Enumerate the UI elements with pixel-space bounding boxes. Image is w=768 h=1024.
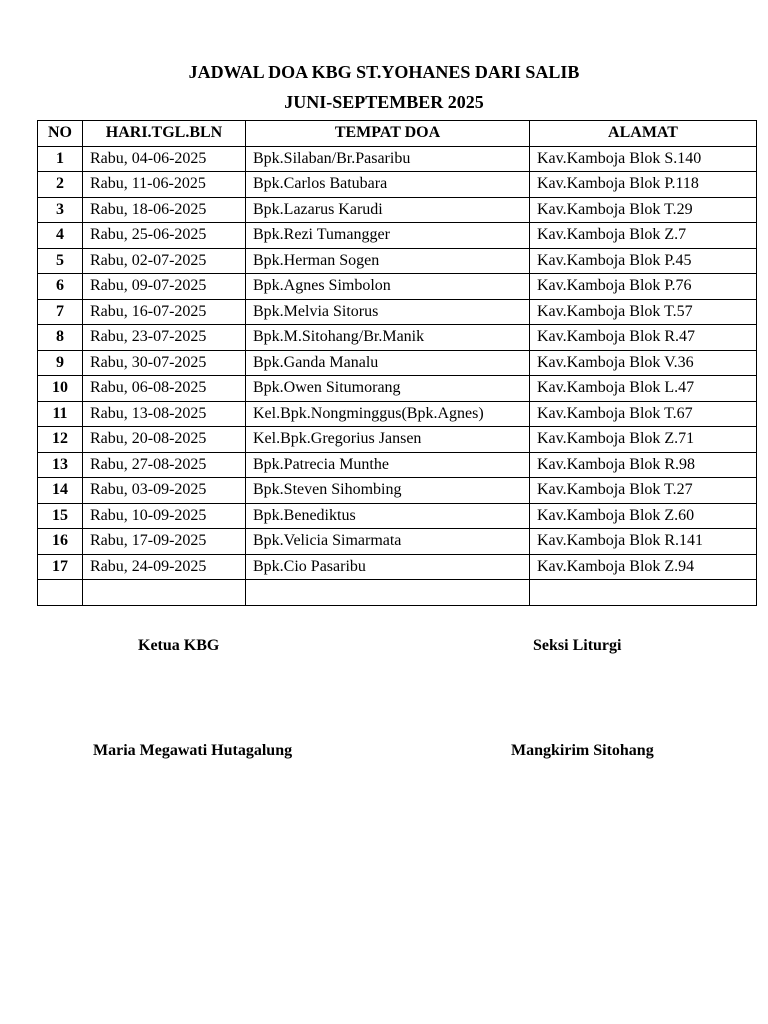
cell-no: 7 [38, 299, 83, 325]
cell-date: Rabu, 27-08-2025 [83, 452, 246, 478]
cell-address: Kav.Kamboja Blok P.76 [530, 274, 757, 300]
cell-address: Kav.Kamboja Blok T.67 [530, 401, 757, 427]
cell-no: 6 [38, 274, 83, 300]
cell-place: Bpk.M.Sitohang/Br.Manik [246, 325, 530, 351]
cell-no: 1 [38, 146, 83, 172]
cell-date: Rabu, 03-09-2025 [83, 478, 246, 504]
table-row [38, 274, 757, 300]
signature-name-right: Mangkirim Sitohang [511, 742, 654, 759]
cell-date: Rabu, 25-06-2025 [83, 223, 246, 249]
table-row [38, 146, 757, 172]
table-row [38, 503, 757, 529]
table-row [38, 401, 757, 427]
signature-role-right: Seksi Liturgi [533, 637, 622, 654]
cell-no: 3 [38, 197, 83, 223]
cell-address: Kav.Kamboja Blok R.141 [530, 529, 757, 555]
table-row [38, 223, 757, 249]
column-header-no: NO [38, 121, 83, 147]
cell-place: Bpk.Silaban/Br.Pasaribu [246, 146, 530, 172]
cell-no: 4 [38, 223, 83, 249]
table-row [38, 172, 757, 198]
cell-place: Bpk.Rezi Tumangger [246, 223, 530, 249]
cell-no: 13 [38, 452, 83, 478]
cell-address: Kav.Kamboja Blok Z.71 [530, 427, 757, 453]
cell-date: Rabu, 20-08-2025 [83, 427, 246, 453]
cell-place: Bpk.Herman Sogen [246, 248, 530, 274]
cell-date: Rabu, 17-09-2025 [83, 529, 246, 555]
cell-address: Kav.Kamboja Blok P.45 [530, 248, 757, 274]
cell-no: 11 [38, 401, 83, 427]
table-row [38, 325, 757, 351]
cell-date [83, 580, 246, 606]
table-row [38, 529, 757, 555]
cell-no: 15 [38, 503, 83, 529]
cell-date: Rabu, 09-07-2025 [83, 274, 246, 300]
cell-address [530, 580, 757, 606]
cell-no: 2 [38, 172, 83, 198]
column-header-date: HARI.TGL.BLN [83, 121, 246, 147]
cell-address: Kav.Kamboja Blok P.118 [530, 172, 757, 198]
cell-address: Kav.Kamboja Blok Z.94 [530, 554, 757, 580]
cell-date: Rabu, 30-07-2025 [83, 350, 246, 376]
table-row [38, 376, 757, 402]
table-row [38, 580, 757, 606]
cell-address: Kav.Kamboja Blok R.47 [530, 325, 757, 351]
cell-date: Rabu, 06-08-2025 [83, 376, 246, 402]
table-row [38, 197, 757, 223]
cell-no: 14 [38, 478, 83, 504]
cell-date: Rabu, 16-07-2025 [83, 299, 246, 325]
cell-date: Rabu, 18-06-2025 [83, 197, 246, 223]
cell-date: Rabu, 13-08-2025 [83, 401, 246, 427]
cell-place [246, 580, 530, 606]
cell-place: Bpk.Agnes Simbolon [246, 274, 530, 300]
cell-date: Rabu, 24-09-2025 [83, 554, 246, 580]
column-header-place: TEMPAT DOA [246, 121, 530, 147]
cell-address: Kav.Kamboja Blok R.98 [530, 452, 757, 478]
cell-date: Rabu, 11-06-2025 [83, 172, 246, 198]
table-row [38, 452, 757, 478]
cell-address: Kav.Kamboja Blok Z.60 [530, 503, 757, 529]
cell-address: Kav.Kamboja Blok S.140 [530, 146, 757, 172]
table-row [38, 299, 757, 325]
cell-no: 16 [38, 529, 83, 555]
table-row [38, 350, 757, 376]
table-row [38, 478, 757, 504]
column-header-address: ALAMAT [530, 121, 757, 147]
cell-place: Bpk.Cio Pasaribu [246, 554, 530, 580]
cell-place: Kel.Bpk.Nongminggus(Bpk.Agnes) [246, 401, 530, 427]
signature-name-left: Maria Megawati Hutagalung [93, 742, 293, 759]
signature-role-left: Ketua KBG [138, 637, 220, 654]
table-header-row [38, 121, 757, 147]
cell-place: Bpk.Lazarus Karudi [246, 197, 530, 223]
table-row [38, 427, 757, 453]
prayer-schedule-table [37, 120, 757, 606]
cell-place: Bpk.Steven Sihombing [246, 478, 530, 504]
table-row [38, 248, 757, 274]
cell-no: 12 [38, 427, 83, 453]
cell-place: Bpk.Carlos Batubara [246, 172, 530, 198]
table-row [38, 554, 757, 580]
cell-no: 5 [38, 248, 83, 274]
cell-place: Bpk.Benediktus [246, 503, 530, 529]
cell-no: 10 [38, 376, 83, 402]
cell-date: Rabu, 04-06-2025 [83, 146, 246, 172]
cell-place: Bpk.Velicia Simarmata [246, 529, 530, 555]
cell-address: Kav.Kamboja Blok T.27 [530, 478, 757, 504]
cell-address: Kav.Kamboja Blok Z.7 [530, 223, 757, 249]
cell-address: Kav.Kamboja Blok L.47 [530, 376, 757, 402]
cell-address: Kav.Kamboja Blok T.57 [530, 299, 757, 325]
cell-date: Rabu, 10-09-2025 [83, 503, 246, 529]
cell-no [38, 580, 83, 606]
document-subtitle: JUNI-SEPTEMBER 2025 [284, 92, 484, 112]
table-body [38, 146, 757, 605]
cell-no: 9 [38, 350, 83, 376]
cell-no: 17 [38, 554, 83, 580]
cell-date: Rabu, 02-07-2025 [83, 248, 246, 274]
cell-no: 8 [38, 325, 83, 351]
cell-place: Bpk.Melvia Sitorus [246, 299, 530, 325]
cell-place: Bpk.Owen Situmorang [246, 376, 530, 402]
cell-address: Kav.Kamboja Blok V.36 [530, 350, 757, 376]
cell-date: Rabu, 23-07-2025 [83, 325, 246, 351]
cell-place: Bpk.Patrecia Munthe [246, 452, 530, 478]
cell-place: Bpk.Ganda Manalu [246, 350, 530, 376]
cell-address: Kav.Kamboja Blok T.29 [530, 197, 757, 223]
document-title: JADWAL DOA KBG ST.YOHANES DARI SALIB [188, 62, 580, 82]
cell-place: Kel.Bpk.Gregorius Jansen [246, 427, 530, 453]
